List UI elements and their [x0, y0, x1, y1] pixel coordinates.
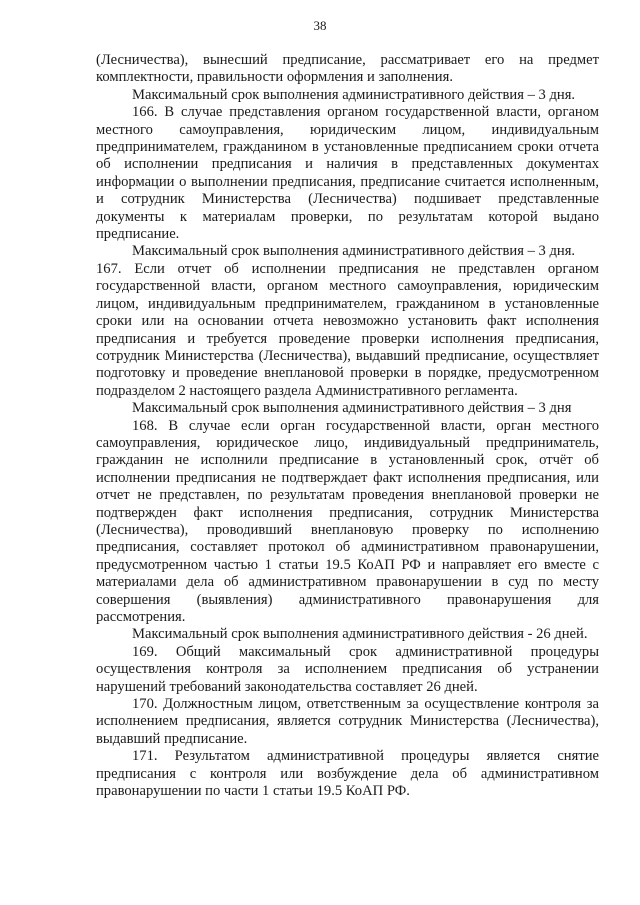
paragraph-171: 171. Результатом административной процедуры является снятие предписания с контроля или возбуждение дела об административном правонарушении по части 1 статьи 19.5 КоАП РФ.: [96, 748, 599, 800]
paragraph-167: 167. Если отчет об исполнении предписания не представлен органом государственной власти, органом местного самоуправления, юридическим лицом, индивидуальным предпринимателем, гражданином в установленные сроки или на основании отчета невозможно установить факт исполнения предписания и требуется проведение проверки исполнения предписания, сотрудник Министерства (Лесничества), выдавший предписание, осуществляет подготовку и проведение внеплановой проверки в порядке, предусмотренном подразделом 2 настоящего раздела Административного регламента.: [96, 260, 599, 399]
document-body: [96, 52, 599, 800]
paragraph-continuation: (Лесничества), вынесший предписание, рассматривает его на предмет комплектности, правильности оформления и заполнения.: [96, 52, 599, 86]
paragraph-deadline: Максимальный срок выполнения административного действия – 3 дня: [132, 400, 572, 417]
paragraph-deadline: Максимальный срок выполнения административного действия – 3 дня.: [132, 86, 576, 103]
paragraph-169: 169. Общий максимальный срок административной процедуры осуществления контроля за исполнением предписания об устранении нарушений требований законодательства составляет 26 дней.: [96, 643, 599, 695]
page-number: 38: [313, 18, 327, 33]
paragraph-168: 168. В случае если орган государственной власти, орган местного самоуправления, юридическое лицо, индивидуальный предприниматель, гражданин не исполнили предписание в установленный срок, отчёт об исполнении предписания не подтверждает факт исполнения предписания, или отчет не представлен, по результатам проведения внеплановой проверки не подтвержден факт исполнения предписания, сотрудник Министерства (Лесничества), проводивший внеплановую проверку по исполнению предписания, составляет протокол об административном правонарушении, предусмотренном частью 1 статьи 19.5 КоАП РФ и направляет его вместе с материалами дела об административном правонарушении в суд по месту совершения (выявления) административного правонарушения для рассмотрения.: [96, 417, 599, 625]
paragraph-deadline: Максимальный срок выполнения административного действия - 26 дней.: [132, 626, 588, 643]
paragraph-170: 170. Должностным лицом, ответственным за осуществление контроля за исполнением предписания, является сотрудник Министерства (Лесничества), выдавший предписание.: [96, 696, 599, 747]
paragraph-deadline: Максимальный срок выполнения административного действия – 3 дня.: [132, 243, 576, 260]
paragraph-166: 166. В случае представления органом государственной власти, органом местного самоуправления, юридическим лицом, индивидуальным предпринимателем, гражданином в установленные предписанием сроки отчета об исполнении предписания и наличия в представленных документах информации о выполнении предписания, предписание считается исполненным, и сотрудник Министерства (Лесничества) подшивает представленные документы к материалам проверки, по результатам которой выдано предписание.: [96, 104, 599, 243]
